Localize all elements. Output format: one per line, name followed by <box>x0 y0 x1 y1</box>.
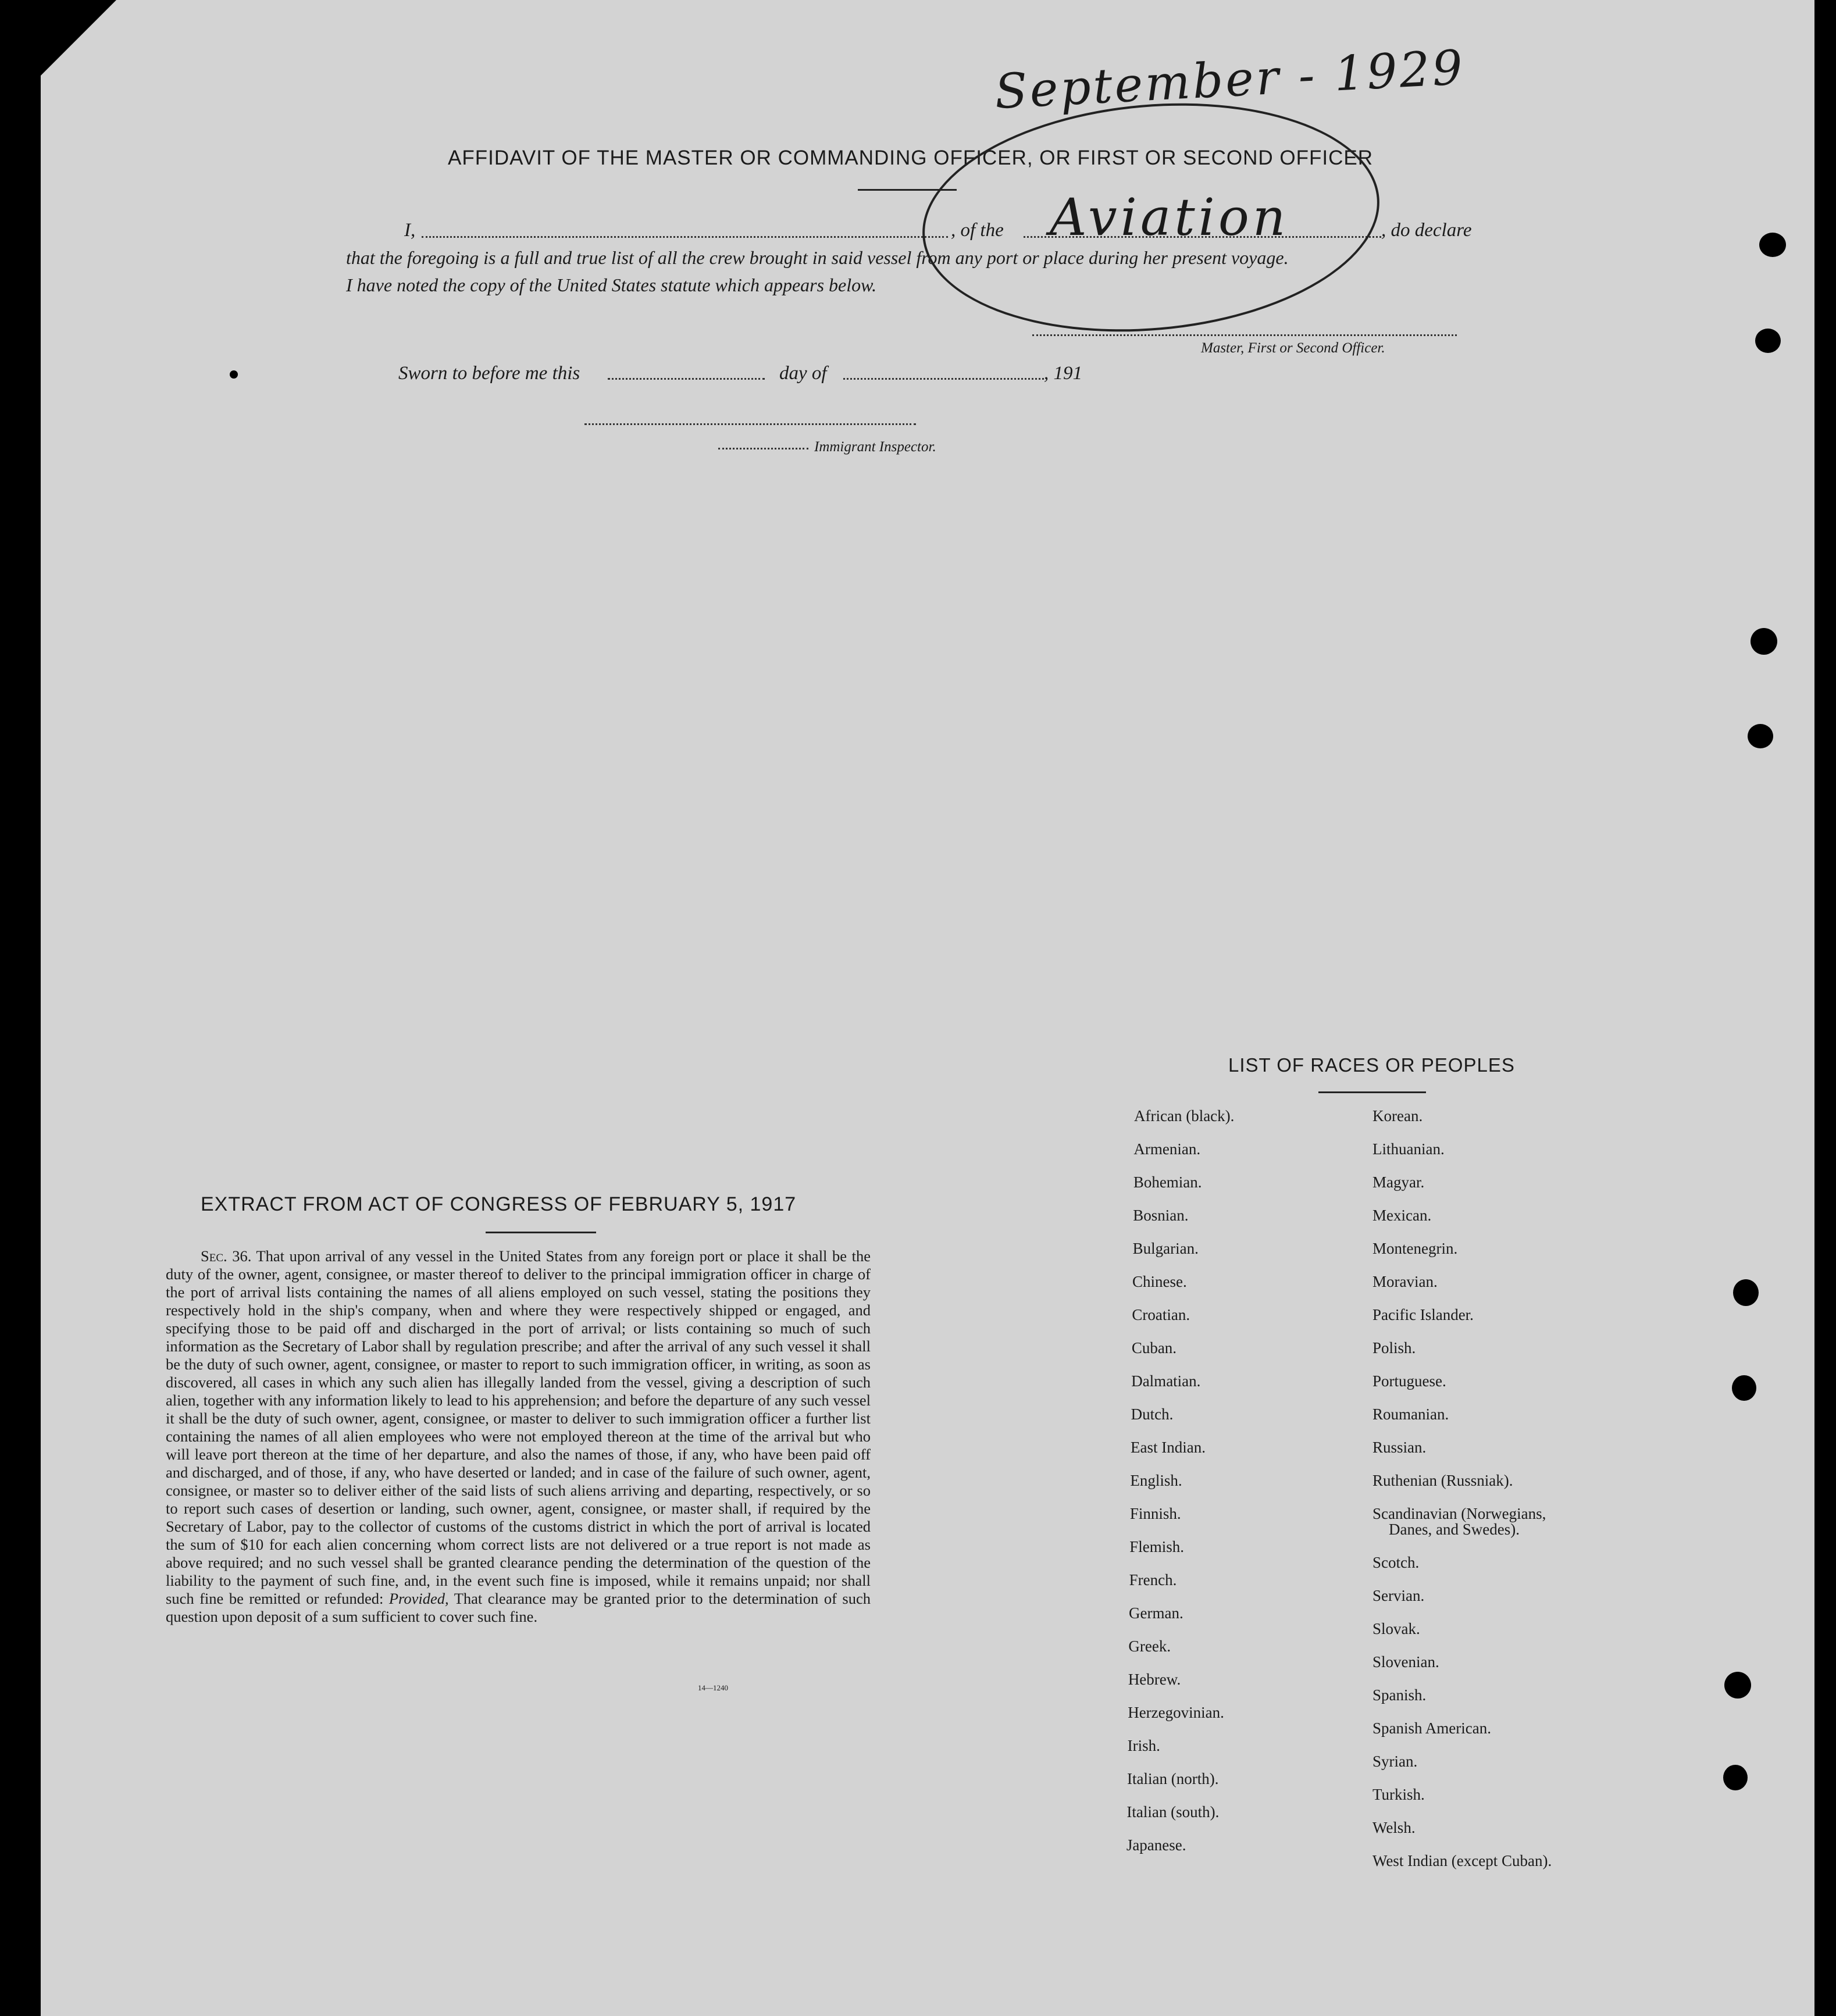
race-item: German. <box>1129 1604 1183 1622</box>
proviso-label: Provided, <box>388 1590 449 1607</box>
handwritten-vessel-name: Aviation <box>1050 187 1289 247</box>
affidavit-line1-prefix: I, <box>404 220 416 241</box>
form-code: 14—1240 <box>698 1683 728 1692</box>
race-item: English. <box>1130 1472 1182 1489</box>
race-item: Japanese. <box>1126 1836 1186 1854</box>
binder-hole <box>1751 628 1777 655</box>
race-item: Portuguese. <box>1372 1372 1446 1390</box>
race-item: Spanish American. <box>1372 1719 1491 1737</box>
signature-line <box>1032 334 1457 336</box>
affidavit-title: AFFIDAVIT OF THE MASTER OR COMMANDING OFFICER, OR FIRST OR SECOND OFFICER <box>448 147 1374 169</box>
extract-title: EXTRACT FROM ACT OF CONGRESS OF FEBRUARY 5, 1917 <box>201 1193 797 1215</box>
signature-caption: Master, First or Second Officer. <box>1201 340 1385 356</box>
name-field <box>422 236 948 238</box>
folded-corner <box>41 0 116 76</box>
sworn-month-field <box>843 378 1044 380</box>
race-item: Cuban. <box>1131 1339 1177 1357</box>
race-item: Danes, and Swedes). <box>1389 1521 1520 1538</box>
race-item: Italian (south). <box>1126 1803 1220 1821</box>
binder-hole <box>1723 1765 1748 1790</box>
race-item: Magyar. <box>1372 1173 1425 1191</box>
race-item: Scotch. <box>1372 1554 1420 1571</box>
race-item: Roumanian. <box>1372 1405 1449 1423</box>
affidavit-line3: I have noted the copy of the United States statute which appears below. <box>346 274 877 295</box>
proviso-text: That clearance may be granted prior to the determination of such question upon deposit of a sum sufficient to cover such fine. <box>166 1590 871 1625</box>
race-item: Ruthenian (Russniak). <box>1372 1472 1513 1489</box>
race-item: Lithuanian. <box>1372 1140 1445 1158</box>
race-item: Polish. <box>1372 1339 1416 1357</box>
race-item: Slovenian. <box>1372 1653 1439 1671</box>
margin-dot <box>230 370 238 379</box>
section-label: Sec. 36. <box>201 1247 252 1265</box>
race-item: Croatian. <box>1132 1306 1190 1323</box>
race-item: Chinese. <box>1132 1273 1187 1290</box>
section-text: That upon arrival of any vessel in the United States from any foreign port or place it shall be the duty of the owner, agent, consignee, or master thereof to deliver to the principal immigration officer in charge of the port of arrival lists containing the names of all aliens employed on such vessel, stating the positions they respectively hold in the ship's company, when and where they were respectively shipped or engaged, and specifying those to be paid off and discharged in the port of arrival; or lists containing so much of such information as the Secretary of Labor shall by regulation prescribe; and after the arrival of any such vessel it shall be the duty of such owner, agent, consignee, or master to report to such immigration officer, in writing, as soon as discovered, all cases in which any such alien has illegally landed from the vessel, giving a description of such alien, together with any information likely to lead to his apprehension; and before the departure of any such vessel it shall be the duty of such owner, agent, consignee, or master to deliver to such immigration officer a further list containing the names of all alien employees who were not employed thereon at the time of the arrival but who will leave port thereon at the time of her departure, and also the names of those, if any, who have been paid off and discharged, and of those, if any, who have deserted or landed; and in case of the failure of such owner, agent, consignee, or master so to deliver either of the said lists of such aliens arriving and departing, respectively, or so to report such cases of desertion or landing, such owner, agent, consignee, or master shall, if required by the Secretary of Labor, pay to the collector of customs of the customs district in which the port of arrival is located the sum of $10 for each alien concerning whom correct lists are not delivered or a true report is not made as above required; and no such vessel shall be granted clearance pending the determination of the question of the liability to the payment of such fine, and, in the event such fine is imposed, while it remains unpaid; nor shall such fine be remitted or refunded: <box>166 1247 871 1607</box>
race-item: Mexican. <box>1372 1207 1432 1224</box>
binder-hole <box>1732 1375 1756 1401</box>
race-item: Slovak. <box>1372 1620 1420 1637</box>
sworn-suffix: , 191 <box>1044 363 1082 384</box>
binder-hole <box>1733 1279 1759 1306</box>
extract-underline <box>486 1232 596 1233</box>
race-item: Hebrew. <box>1128 1671 1181 1688</box>
race-item: Turkish. <box>1372 1786 1425 1803</box>
races-title: LIST OF RACES OR PEOPLES <box>1228 1054 1515 1076</box>
sworn-day-field <box>608 378 765 380</box>
race-item: Moravian. <box>1372 1273 1438 1290</box>
race-item: Bulgarian. <box>1132 1240 1199 1257</box>
hand-drawn-circle <box>913 85 1389 349</box>
race-item: Welsh. <box>1372 1819 1416 1836</box>
race-item: Dutch. <box>1131 1405 1174 1423</box>
race-item: Korean. <box>1372 1107 1423 1125</box>
affidavit-line1-suffix: , do declare <box>1381 220 1472 241</box>
race-item: Flemish. <box>1129 1538 1184 1555</box>
inspector-line-short <box>718 448 808 449</box>
binder-hole <box>1724 1672 1751 1699</box>
race-item: Dalmatian. <box>1131 1372 1201 1390</box>
sworn-mid: day of <box>779 363 827 384</box>
race-item: Herzegovinian. <box>1128 1704 1224 1721</box>
race-item: Spanish. <box>1372 1686 1427 1704</box>
inspector-caption: Immigrant Inspector. <box>814 439 936 455</box>
race-item: East Indian. <box>1131 1439 1206 1456</box>
race-item: Syrian. <box>1372 1753 1418 1770</box>
inspector-line <box>584 423 916 425</box>
race-item: French. <box>1129 1571 1177 1589</box>
document-page <box>41 0 1814 2016</box>
race-item: Servian. <box>1372 1587 1425 1604</box>
binder-hole <box>1759 233 1786 257</box>
race-item: Pacific Islander. <box>1372 1306 1474 1323</box>
handwritten-date: September - 1929 <box>993 40 1467 120</box>
race-item: West Indian (except Cuban). <box>1372 1852 1552 1869</box>
affidavit-line1-mid: , of the <box>951 220 1004 241</box>
race-item: Greek. <box>1128 1637 1171 1655</box>
races-underline <box>1318 1091 1426 1093</box>
race-item: Italian (north). <box>1127 1770 1219 1787</box>
race-item: Armenian. <box>1133 1140 1201 1158</box>
binder-hole <box>1748 724 1773 748</box>
race-item: African (black). <box>1134 1107 1235 1125</box>
race-item: Finnish. <box>1129 1505 1181 1522</box>
sworn-prefix: Sworn to before me this <box>398 363 580 384</box>
race-item: Irish. <box>1127 1737 1160 1754</box>
binder-hole <box>1755 329 1781 353</box>
race-item: Montenegrin. <box>1372 1240 1458 1257</box>
race-item: Bohemian. <box>1133 1173 1202 1191</box>
race-item: Bosnian. <box>1133 1207 1189 1224</box>
affidavit-line2: that the foregoing is a full and true list of all the crew brought in said vessel from any port or place during her present voyage. <box>346 247 1289 268</box>
race-item: Russian. <box>1372 1439 1427 1456</box>
race-item: Scandinavian (Norwegians, <box>1372 1505 1546 1522</box>
extract-body <box>166 1247 871 1626</box>
